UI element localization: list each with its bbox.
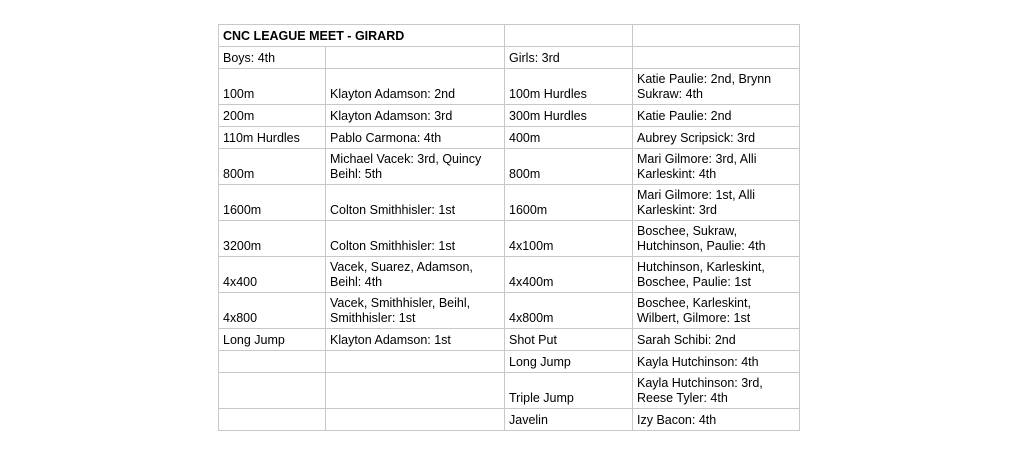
table-row xyxy=(219,293,800,329)
girls-result-cell[interactable]: Mari Gilmore: 3rd, Alli Karleskint: 4th xyxy=(633,149,800,185)
boys-result-cell[interactable]: Pablo Carmona: 4th xyxy=(326,127,505,149)
girls-event-cell[interactable]: 4x400m xyxy=(505,257,633,293)
boys-result-cell[interactable]: Colton Smithhisler: 1st xyxy=(326,185,505,221)
table-row xyxy=(219,185,800,221)
girls-event-cell[interactable]: 100m Hurdles xyxy=(505,69,633,105)
boys-event-cell[interactable]: 200m xyxy=(219,105,326,127)
header-row xyxy=(219,47,800,69)
table-row xyxy=(219,329,800,351)
boys-result-cell[interactable]: Klayton Adamson: 1st xyxy=(326,329,505,351)
boys-team-result[interactable]: Boys: 4th xyxy=(219,47,326,69)
girls-event-cell[interactable]: Shot Put xyxy=(505,329,633,351)
boys-event-cell[interactable] xyxy=(219,351,326,373)
cell-empty[interactable] xyxy=(326,47,505,69)
boys-event-cell[interactable] xyxy=(219,373,326,409)
table-row xyxy=(219,257,800,293)
table-row xyxy=(219,69,800,105)
girls-event-cell[interactable]: Long Jump xyxy=(505,351,633,373)
boys-result-cell[interactable]: Vacek, Suarez, Adamson, Beihl: 4th xyxy=(326,257,505,293)
girls-result-cell[interactable]: Sarah Schibi: 2nd xyxy=(633,329,800,351)
boys-result-cell[interactable]: Klayton Adamson: 3rd xyxy=(326,105,505,127)
girls-event-cell[interactable]: Javelin xyxy=(505,409,633,431)
boys-event-cell[interactable]: Long Jump xyxy=(219,329,326,351)
boys-event-cell[interactable]: 4x400 xyxy=(219,257,326,293)
boys-result-cell[interactable]: Colton Smithhisler: 1st xyxy=(326,221,505,257)
boys-result-cell[interactable]: Vacek, Smithhisler, Beihl, Smithhisler: 1st xyxy=(326,293,505,329)
girls-result-cell[interactable]: Katie Paulie: 2nd xyxy=(633,105,800,127)
girls-result-cell[interactable]: Katie Paulie: 2nd, Brynn Sukraw: 4th xyxy=(633,69,800,105)
boys-event-cell[interactable] xyxy=(219,409,326,431)
table-row xyxy=(219,105,800,127)
boys-event-cell[interactable]: 3200m xyxy=(219,221,326,257)
boys-result-cell[interactable] xyxy=(326,351,505,373)
boys-event-cell[interactable]: 110m Hurdles xyxy=(219,127,326,149)
table-row xyxy=(219,127,800,149)
girls-result-cell[interactable]: Kayla Hutchinson: 3rd, Reese Tyler: 4th xyxy=(633,373,800,409)
boys-result-cell[interactable]: Michael Vacek: 3rd, Quincy Beihl: 5th xyxy=(326,149,505,185)
cell-empty[interactable] xyxy=(505,25,633,47)
table-row xyxy=(219,351,800,373)
table-row xyxy=(219,221,800,257)
title-row xyxy=(219,25,800,47)
table-row xyxy=(219,373,800,409)
girls-event-cell[interactable]: 4x100m xyxy=(505,221,633,257)
girls-result-cell[interactable]: Boschee, Karleskint, Wilbert, Gilmore: 1st xyxy=(633,293,800,329)
girls-result-cell[interactable]: Hutchinson, Karleskint, Boschee, Paulie: 1st xyxy=(633,257,800,293)
girls-event-cell[interactable]: 400m xyxy=(505,127,633,149)
girls-event-cell[interactable]: 4x800m xyxy=(505,293,633,329)
girls-event-cell[interactable]: Triple Jump xyxy=(505,373,633,409)
cell-empty[interactable] xyxy=(633,47,800,69)
girls-result-cell[interactable]: Izy Bacon: 4th xyxy=(633,409,800,431)
boys-event-cell[interactable]: 1600m xyxy=(219,185,326,221)
boys-result-cell[interactable] xyxy=(326,409,505,431)
boys-event-cell[interactable]: 4x800 xyxy=(219,293,326,329)
girls-event-cell[interactable]: 800m xyxy=(505,149,633,185)
girls-result-cell[interactable]: Aubrey Scripsick: 3rd xyxy=(633,127,800,149)
boys-result-cell[interactable]: Klayton Adamson: 2nd xyxy=(326,69,505,105)
girls-result-cell[interactable]: Kayla Hutchinson: 4th xyxy=(633,351,800,373)
boys-event-cell[interactable]: 100m xyxy=(219,69,326,105)
girls-event-cell[interactable]: 1600m xyxy=(505,185,633,221)
girls-event-cell[interactable]: 300m Hurdles xyxy=(505,105,633,127)
table-row xyxy=(219,149,800,185)
cell-empty[interactable] xyxy=(633,25,800,47)
girls-result-cell[interactable]: Mari Gilmore: 1st, Alli Karleskint: 3rd xyxy=(633,185,800,221)
girls-team-result[interactable]: Girls: 3rd xyxy=(505,47,633,69)
girls-result-cell[interactable]: Boschee, Sukraw, Hutchinson, Paulie: 4th xyxy=(633,221,800,257)
boys-event-cell[interactable]: 800m xyxy=(219,149,326,185)
table-row xyxy=(219,409,800,431)
results-table xyxy=(218,24,800,431)
boys-result-cell[interactable] xyxy=(326,373,505,409)
sheet-title[interactable]: CNC LEAGUE MEET - GIRARD xyxy=(219,25,505,47)
